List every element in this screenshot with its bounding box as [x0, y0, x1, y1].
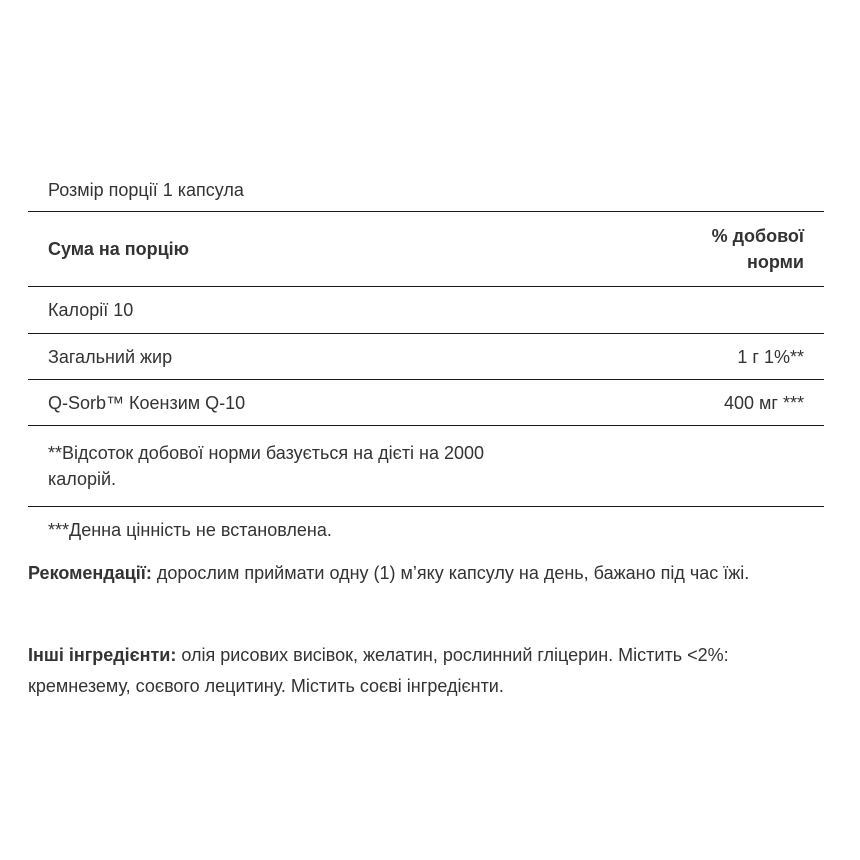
other-ingredients-text: олія рисових висівок, желатин, рослинний гліцерин. Містить <2%: кремнезему, соєвого лецитину. Містить соєві інгредієнти. [28, 645, 729, 696]
header-daily-value [539, 212, 824, 287]
footnote-row [28, 426, 824, 507]
supplement-facts-table [28, 168, 824, 553]
table-row [28, 287, 824, 334]
nutrient-value: 1 г 1%** [539, 334, 824, 380]
serving-size: Розмір порції 1 капсула [28, 168, 824, 212]
footnote-not-established: ***Денна цінність не встановлена. [48, 520, 332, 540]
nutrient-label: Загальний жир [28, 334, 539, 380]
other-ingredients-paragraph [28, 640, 828, 702]
table-row [28, 380, 824, 426]
footnote-daily-value-line1: **Відсоток добової норми базується на дієті на 2000 [48, 443, 485, 463]
nutrient-label: Q-Sorb™ Коензим Q-10 [28, 380, 539, 426]
recommendations-paragraph [28, 558, 828, 589]
recommendations-text: дорослим приймати одну (1) м’яку капсулу на день, бажано під час їжі. [151, 563, 750, 583]
header-amount-per-serving: Сума на порцію [28, 212, 539, 287]
footnote-daily-value-line2: калорій. [48, 469, 117, 489]
nutrient-value: 400 мг *** [539, 380, 824, 426]
header-daily-value-line2: норми [746, 252, 804, 272]
footnote-row [28, 507, 824, 554]
table-row [28, 334, 824, 380]
nutrient-value [539, 287, 824, 334]
nutrient-label: Калорії 10 [28, 287, 539, 334]
header-daily-value-line1: % добової [711, 226, 804, 246]
other-ingredients-label: Інші інгредієнти: [28, 645, 177, 665]
serving-size-row [28, 168, 824, 212]
table-header-row [28, 212, 824, 287]
recommendations-label: Рекомендації: [28, 563, 152, 583]
footnote-daily-value [28, 426, 824, 507]
